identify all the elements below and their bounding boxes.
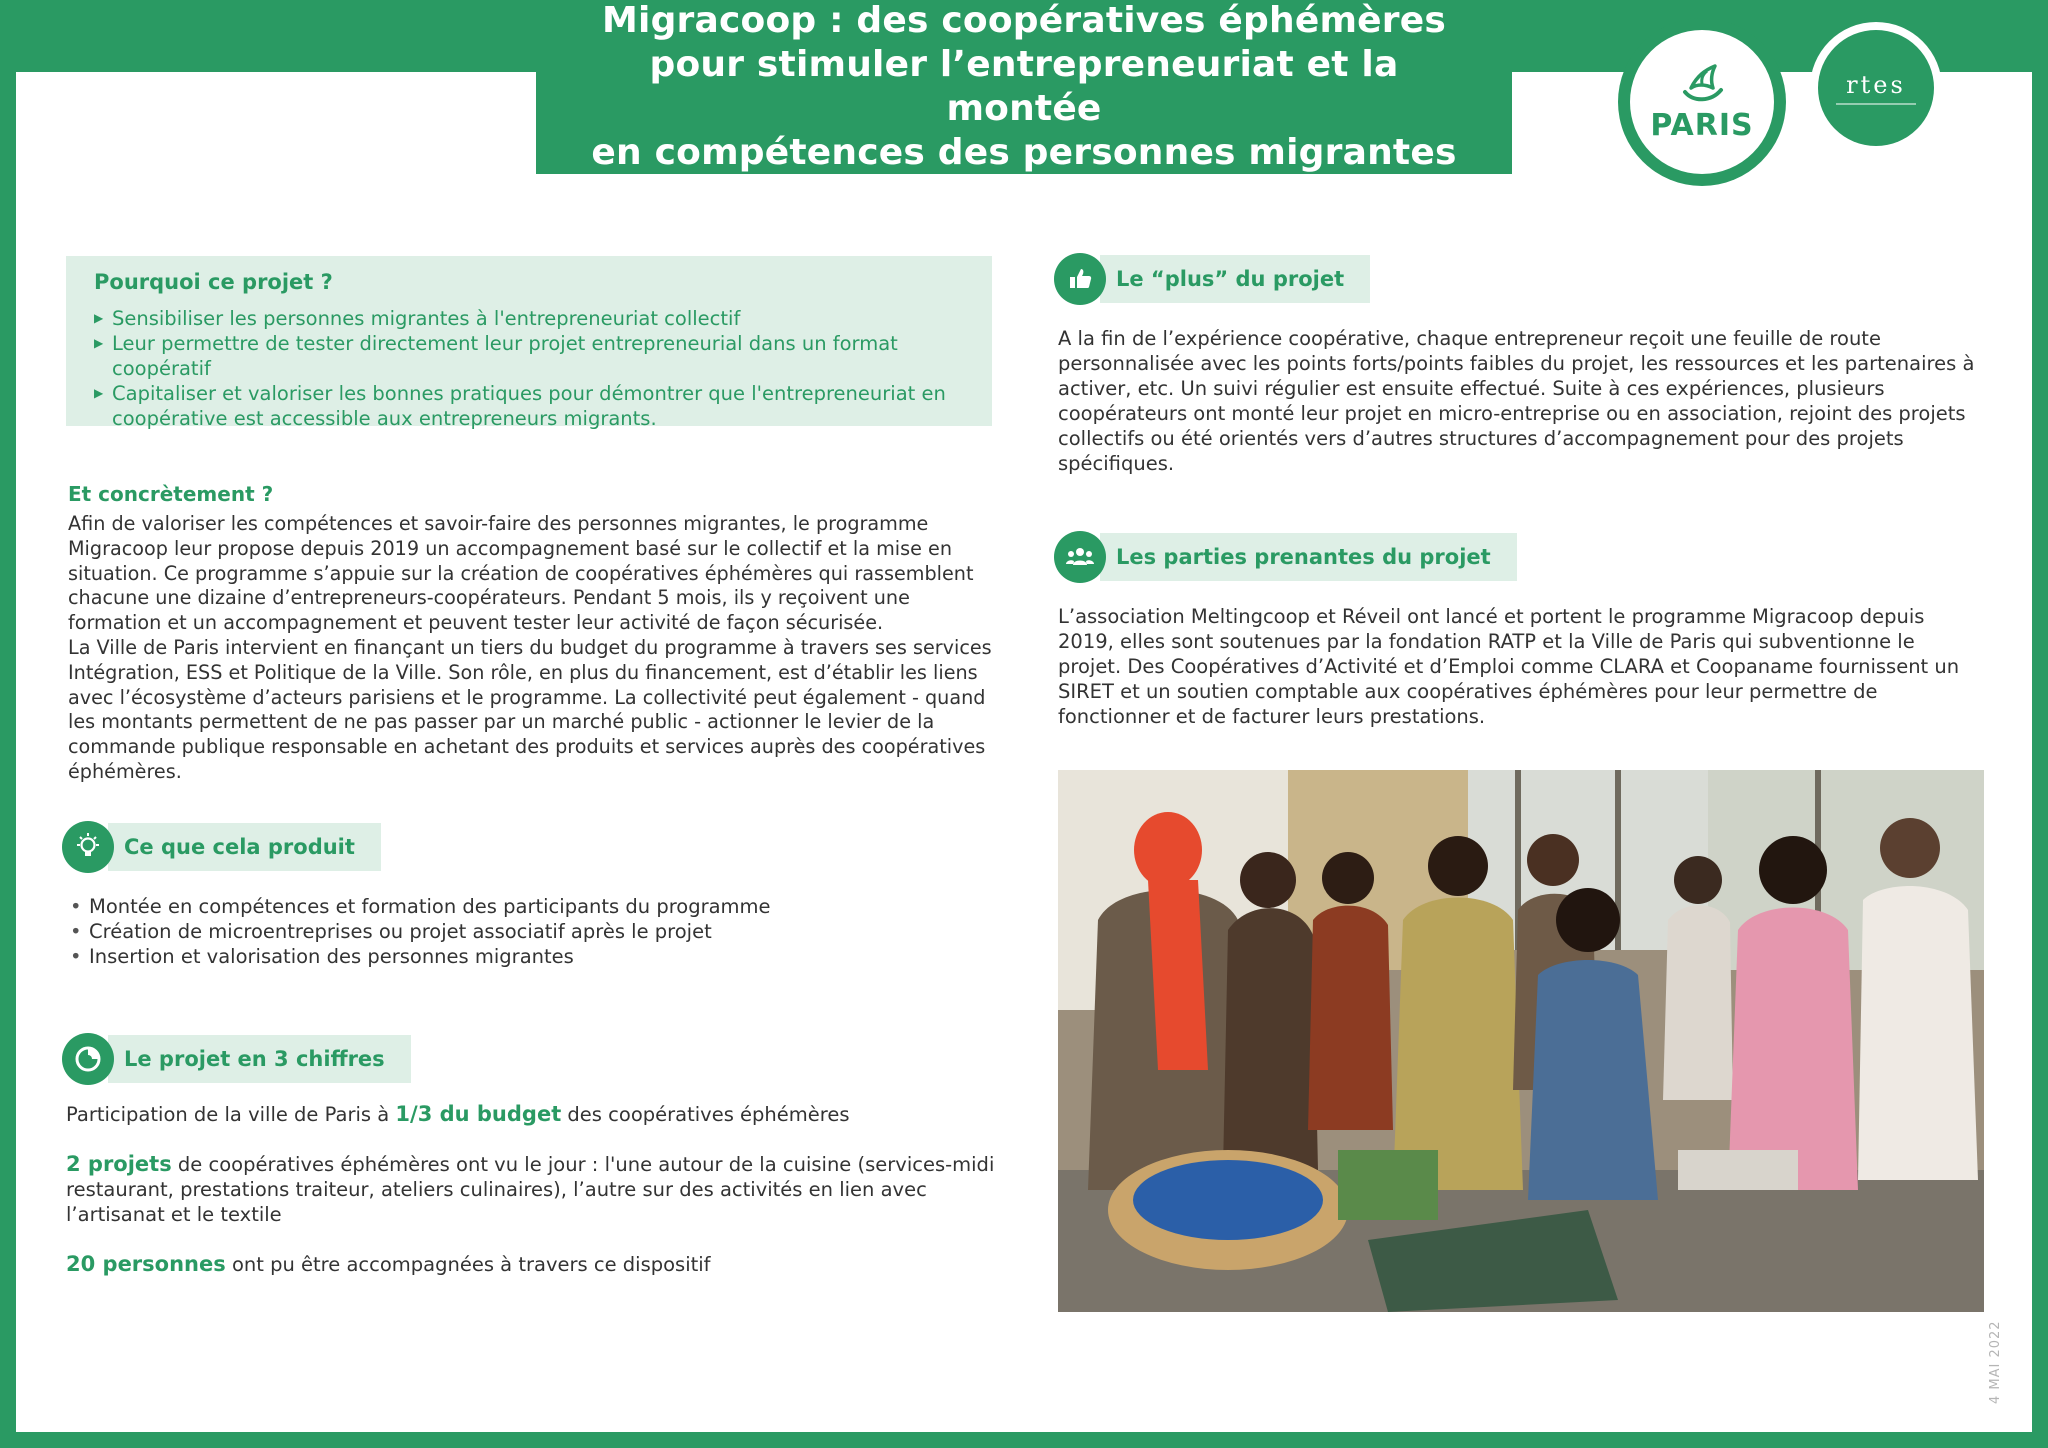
paris-logo [1618, 18, 1786, 186]
why-list [94, 306, 964, 431]
produces-item: • Insertion et valorisation des personnes migrantes [68, 944, 771, 969]
why-item: ▶ Capitaliser et valoriser les bonnes pratiques pour démontrer que l'entrepreneuriat en coopérative est accessible aux entrepreneurs migrants. [94, 381, 964, 431]
stakeholders-title: Les parties prenantes du projet [1116, 545, 1491, 569]
produces-item: • Montée en compétences et formation des participants du programme [68, 894, 771, 919]
plus-title: Le “plus” du projet [1116, 267, 1345, 291]
title-banner [536, 0, 1512, 174]
figure-3-text: ont pu être accompagnées à travers ce dispositif [225, 1253, 711, 1276]
title-line-2: pour stimuler l’entrepreneuriat et la montée [649, 44, 1399, 129]
people-group-icon [1054, 531, 1106, 583]
concrete-title: Et concrètement ? [68, 482, 274, 506]
stakeholders-header [1054, 532, 1517, 582]
why-section [66, 256, 992, 430]
paris-ship-icon [1675, 62, 1729, 106]
group-photo-illustration [1058, 770, 1984, 1312]
figure-1-highlight: 1/3 du budget [395, 1102, 562, 1126]
produces-header [62, 822, 381, 872]
paris-logo-text: PARIS [1650, 107, 1754, 143]
figure-2 [66, 1152, 1006, 1227]
why-item: ▶ Sensibiliser les personnes migrantes à l'entrepreneuriat collectif [94, 306, 964, 331]
stakeholders-section [1058, 604, 1978, 729]
produces-list [68, 894, 771, 969]
pie-chart-icon [62, 1033, 114, 1085]
figure-1 [66, 1102, 1006, 1127]
group-photo [1058, 770, 1984, 1312]
figures-section [66, 1102, 1006, 1302]
figure-2-text: de coopératives éphémères ont vu le jour : l'une autour de la cuisine (services-midi restaurant, prestations traiteur, ateliers culinaires), l’autre sur des activités en lien avec l’artisanat et le textile [66, 1153, 995, 1226]
rtes-logo [1810, 22, 1942, 154]
figure-2-highlight: 2 projets [66, 1152, 172, 1176]
figure-3 [66, 1252, 1006, 1277]
concrete-paragraph-1: Afin de valoriser les compétences et savoir-faire des personnes migrantes, le programme Migracoop leur propose depuis 2019 un accompagnement basé sur le collectif et la mise en situation. Ce programme s’appuie sur la création de coopératives éphémères qui rassemblent chacune une dizaine d’entrepreneurs-coopérateurs. Pendant 5 mois, ils y reçoivent une formation et un accompagnement et peuvent tester leur activité de façon sécurisée. [68, 512, 974, 635]
produces-title: Ce que cela produit [124, 835, 355, 859]
plus-header [1054, 254, 1370, 304]
date-stamp: 4 MAI 2022 [1988, 1320, 2003, 1404]
lightbulb-icon [62, 821, 114, 873]
figure-1-text-end: des coopératives éphémères [561, 1103, 850, 1126]
plus-text: A la fin de l’expérience coopérative, chaque entrepreneur reçoit une feuille de route personnalisée avec les points forts/points faibles du projet, les ressources et les partenaires à activer, etc. Un suivi régulier est ensuite effectué. Suite à ces expériences, plusieurs coopérateurs ont monté leur projet en micro-entreprise ou en association, rejoint des projets collectifs ou été orientés vers d’autres structures d’accompagnement pour des projets spécifiques. [1058, 327, 1975, 475]
title-line-1: Migracoop : des coopératives éphémères [602, 0, 1446, 41]
figure-1-text: Participation de la ville de Paris à [66, 1103, 396, 1126]
plus-section [1058, 326, 1978, 476]
figures-title: Le projet en 3 chiffres [124, 1047, 385, 1071]
produces-item: • Création de microentreprises ou projet associatif après le projet [68, 919, 771, 944]
figure-3-highlight: 20 personnes [66, 1252, 226, 1276]
rtes-logo-underline [1836, 103, 1916, 105]
plus-label-bar [1100, 255, 1370, 303]
stakeholders-label-bar [1100, 533, 1517, 581]
page-title [566, 0, 1482, 175]
stakeholders-text: L’association Meltingcoop et Réveil ont lancé et portent le programme Migracoop depuis 2019, elles sont soutenues par la fondation RATP et la Ville de Paris qui subventionne le projet. Des Coopératives d’Activité et d’Emploi comme CLARA et Coopaname fournissent un SIRET et un soutien comptable aux coopératives éphémères pour leur permettre de fonctionner et de facturer leurs prestations. [1058, 605, 1960, 728]
thumbs-up-icon [1054, 253, 1106, 305]
why-item: ▶ Leur permettre de tester directement leur projet entrepreneurial dans un format coopératif [94, 331, 964, 381]
rtes-logo-text: rtes [1846, 71, 1906, 99]
concrete-paragraph-2: La Ville de Paris intervient en finançant un tiers du budget du programme à travers ses services Intégration, ESS et Politique de la Ville. Son rôle, en plus du financement, est d’établir les liens avec l’écosystème d’acteurs parisiens et le programme. La collectivité peut également - quand les montants permettent de ne pas passer par un marché public - actionner le levier de la commande publique responsable en achetant des produits et services auprès des coopératives éphémères. [68, 635, 992, 783]
concrete-section [68, 482, 998, 785]
figures-header [62, 1034, 411, 1084]
produces-label-bar [108, 823, 381, 871]
why-title: Pourquoi ce projet ? [94, 270, 333, 294]
title-line-3: en compétences des personnes migrantes [591, 132, 1457, 173]
figures-label-bar [108, 1035, 411, 1083]
